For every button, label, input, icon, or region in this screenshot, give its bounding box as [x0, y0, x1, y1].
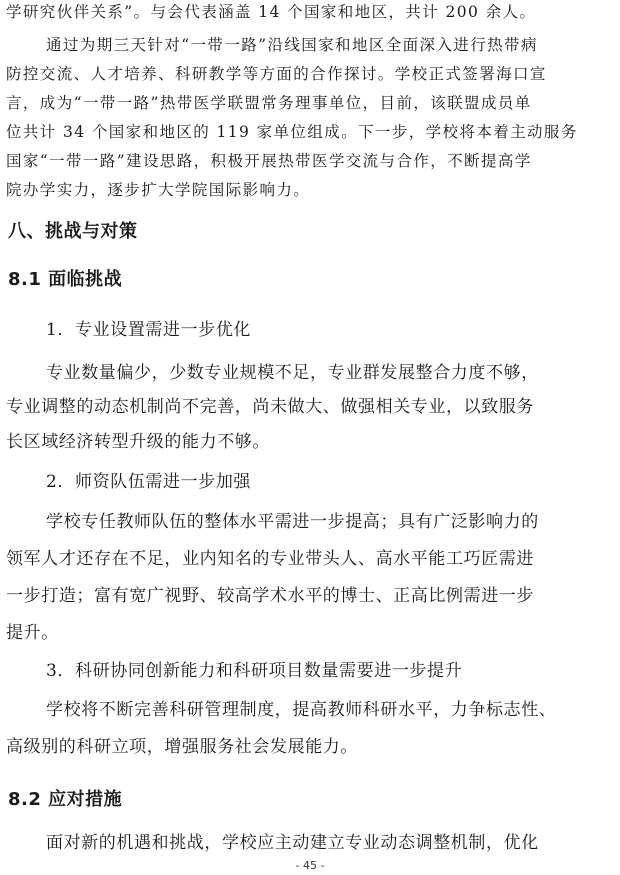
- intro-line-2: 通过为期三天针对“一带一路”沿线国家和地区全面深入进行热带病: [46, 36, 538, 54]
- subsection-heading-1: 8.1 面临挑战: [8, 269, 123, 290]
- intro-line-4: 言，成为“一带一路”热带医学联盟常务理事单位，目前，该联盟成员单: [6, 94, 532, 112]
- page-number: - 45 -: [295, 859, 325, 872]
- item-2-line-1: 学校专任教师队伍的整体水平需进一步提高；具有广泛影响力的: [46, 512, 539, 532]
- item-2-line-3: 一步打造；富有宽广视野、较高学术水平的博士、正高比例需进一步: [6, 586, 534, 606]
- item-3-title: 3．科研协同创新能力和科研项目数量需要进一步提升: [46, 661, 463, 681]
- item-1-title: 1．专业设置需进一步优化: [46, 320, 252, 340]
- item-1-line-2: 专业调整的动态机制尚不完善，尚未做大、做强相关专业，以致服务: [6, 397, 534, 417]
- item-3-line-1: 学校将不断完善科研管理制度，提高教师科研水平，力争标志性、: [46, 700, 557, 720]
- item-2-line-2: 领军人才还存在不足，业内知名的专业带头人、高水平能工巧匠需进: [6, 549, 534, 569]
- intro-line-3: 防控交流、人才培养、科研教学等方面的合作探讨。学校正式签署海口宣: [6, 65, 547, 83]
- item-2-title: 2．师资队伍需进一步加强: [46, 472, 252, 492]
- item-1-line-1: 专业数量偏少，少数专业规模不足，专业群发展整合力度不够，: [46, 363, 539, 383]
- item-3-line-2: 高级别的科研立项，增强服务社会发展能力。: [6, 737, 358, 757]
- intro-line-5: 位共计 34 个国家和地区的 119 家单位组成。下一步，学校将本着主动服务: [6, 123, 578, 141]
- item-2-line-4: 提升。: [6, 623, 59, 643]
- subsection-heading-2: 8.2 应对措施: [8, 789, 123, 810]
- measures-line-1: 面对新的机遇和挑战，学校应主动建立专业动态调整机制，优化: [46, 833, 539, 853]
- intro-line-7: 院办学实力，逐步扩大学院国际影响力。: [6, 181, 311, 199]
- intro-line-6: 国家“一带一路”建设思路，积极开展热带医学交流与合作，不断提高学: [6, 152, 532, 170]
- intro-line-1: 学研究伙伴关系”。与会代表涵盖 14 个国家和地区，共计 200 余人。: [6, 3, 537, 21]
- section-heading: 八、挑战与对策: [8, 221, 138, 242]
- item-1-line-3: 长区域经济转型升级的能力不够。: [6, 432, 270, 452]
